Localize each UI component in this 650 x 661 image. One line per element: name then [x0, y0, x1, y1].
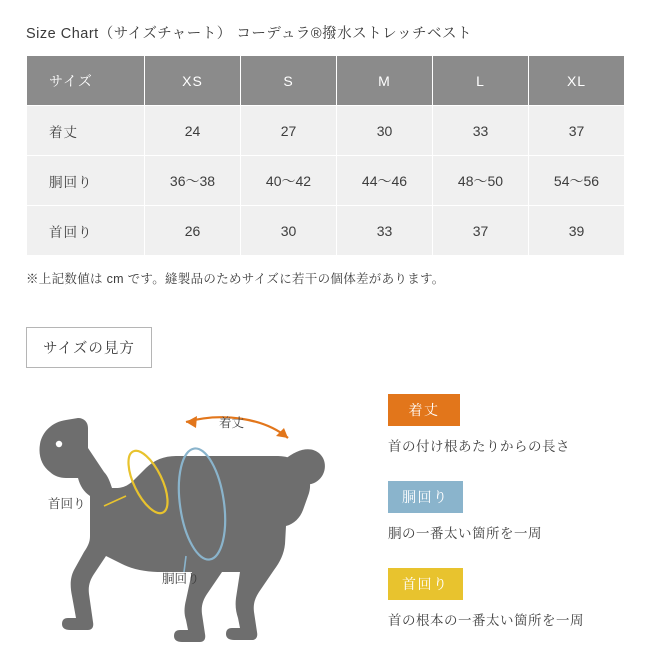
measurement-diagram [26, 386, 624, 661]
table-header [27, 56, 625, 106]
legend-desc-kitake: 首の付け根あたりからの長さ [388, 439, 570, 454]
row-label-dou: 胴回り [27, 156, 145, 206]
table-row [27, 106, 625, 156]
table-header-s: S [241, 56, 337, 106]
cell-dou-l: 48〜50 [433, 156, 529, 206]
legend-item-kubi [388, 568, 624, 629]
dog-silhouette-icon [26, 386, 386, 661]
legend-tag-kitake: 着丈 [388, 394, 460, 426]
legend-desc-kubi: 首の根本の一番太い箇所を一周 [388, 613, 584, 628]
howto-heading: サイズの見方 [26, 327, 152, 368]
cell-kitake-xs: 24 [145, 106, 241, 156]
legend-tag-dou: 胴回り [388, 481, 463, 513]
cell-dou-xs: 36〜38 [145, 156, 241, 206]
table-corner-label: サイズ [27, 56, 145, 106]
table-header-xs: XS [145, 56, 241, 106]
table-body [27, 106, 625, 256]
legend-desc-dou: 胴の一番太い箇所を一周 [388, 526, 542, 541]
cell-kubi-xl: 39 [529, 206, 625, 256]
cell-kubi-l: 37 [433, 206, 529, 256]
table-header-l: L [433, 56, 529, 106]
cell-kitake-s: 27 [241, 106, 337, 156]
diagram-label-dou: 胴回り [162, 572, 200, 586]
table-header-row [27, 56, 625, 106]
howto-section [26, 327, 624, 661]
diagram-label-kubi: 首回り [48, 497, 86, 511]
legend-item-kitake [388, 394, 624, 455]
legend-item-dou [388, 481, 624, 542]
measurement-legend [388, 394, 624, 629]
cell-dou-xl: 54〜56 [529, 156, 625, 206]
diagram-label-kitake: 着丈 [219, 416, 245, 430]
table-row [27, 206, 625, 256]
cell-kitake-m: 30 [337, 106, 433, 156]
row-label-kitake: 着丈 [27, 106, 145, 156]
legend-tag-kubi: 首回り [388, 568, 463, 600]
table-header-m: M [337, 56, 433, 106]
size-chart-table [26, 55, 625, 256]
cell-dou-s: 40〜42 [241, 156, 337, 206]
cell-dou-m: 44〜46 [337, 156, 433, 206]
cell-kitake-xl: 37 [529, 106, 625, 156]
row-label-kubi: 首回り [27, 206, 145, 256]
cell-kitake-l: 33 [433, 106, 529, 156]
cell-kubi-s: 30 [241, 206, 337, 256]
cell-kubi-m: 33 [337, 206, 433, 256]
size-note: ※上記数値は cm です。縫製品のためサイズに若干の個体差があります。 [26, 272, 445, 286]
table-row [27, 156, 625, 206]
cell-kubi-xs: 26 [145, 206, 241, 256]
table-header-xl: XL [529, 56, 625, 106]
page-title: Size Chart（サイズチャート） コーデュラ®撥水ストレッチベスト [26, 26, 472, 42]
